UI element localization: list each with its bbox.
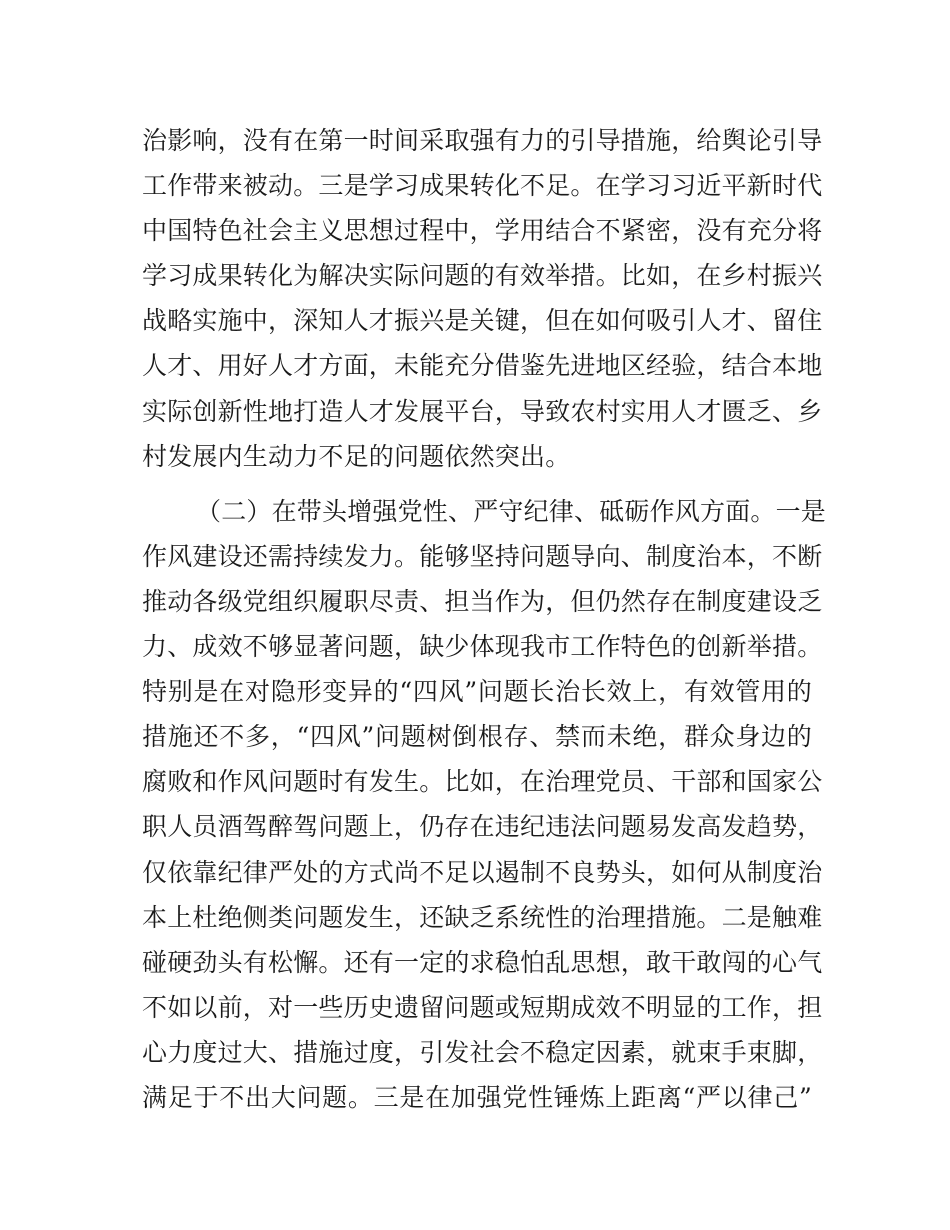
text-line: （二）在带头增强党性、严守纪律、砥砺作风方面。一是 xyxy=(196,496,827,526)
paragraph-spacer xyxy=(142,479,812,489)
text-line: 实际创新性地打造人才发展平台，导致农村实用人才匮乏、乡 xyxy=(142,396,823,426)
text-line: 战略实施中，深知人才振兴是关键，但在如何吸引人才、留住 xyxy=(142,306,823,336)
paragraph-2 xyxy=(142,489,827,1120)
text-line: 本上杜绝侧类问题发生，还缺乏系统性的治理措施。二是触难 xyxy=(142,902,823,932)
text-line: 仅依靠纪律严处的方式尚不足以遏制不良势头，如何从制度治 xyxy=(142,857,823,887)
text-line: 学习成果转化为解决实际问题的有效举措。比如，在乡村振兴 xyxy=(142,261,823,291)
text-line: 特别是在对隐形变异的“四风”问题长治长效上，有效管用的 xyxy=(142,677,812,707)
text-line: 村发展内生动力不足的问题依然突出。 xyxy=(142,441,571,471)
document-body xyxy=(142,118,827,1120)
text-line: 工作带来被动。三是学习成果转化不足。在学习习近平新时代 xyxy=(142,171,823,201)
text-line: 心力度过大、措施过度，引发社会不稳定因素，就束手束脚， xyxy=(142,1037,823,1067)
text-line: 碰硬劲头有松懈。还有一定的求稳怕乱思想，敢干敢闯的心气 xyxy=(142,947,823,977)
text-line: 不如以前，对一些历史遗留问题或短期成效不明显的工作，担 xyxy=(142,992,823,1022)
text-line: 力、成效不够显著问题，缺少体现我市工作特色的创新举措。 xyxy=(142,632,823,662)
text-line: 人才、用好人才方面，未能充分借鉴先进地区经验，结合本地 xyxy=(142,351,823,381)
text-line: 措施还不多，“四风”问题树倒根存、禁而未绝，群众身边的 xyxy=(142,722,812,752)
text-line: 治影响，没有在第一时间采取强有力的引导措施，给舆论引导 xyxy=(142,126,823,155)
text-line: 职人员酒驾醉驾问题上，仍存在违纪违法问题易发高发趋势， xyxy=(142,812,823,842)
text-line: 推动各级党组织履职尽责、担当作为，但仍然存在制度建设乏 xyxy=(142,586,823,616)
text-line: 中国特色社会主义思想过程中，学用结合不紧密，没有充分将 xyxy=(142,216,823,246)
text-line: 作风建设还需持续发力。能够坚持问题导向、制度治本，不断 xyxy=(142,541,823,571)
paragraph-1 xyxy=(142,118,823,479)
text-line: 腐败和作风问题时有发生。比如，在治理党员、干部和国家公 xyxy=(142,767,823,797)
text-line: 满足于不出大问题。三是在加强党性锤炼上距离“严以律己” xyxy=(142,1082,812,1112)
